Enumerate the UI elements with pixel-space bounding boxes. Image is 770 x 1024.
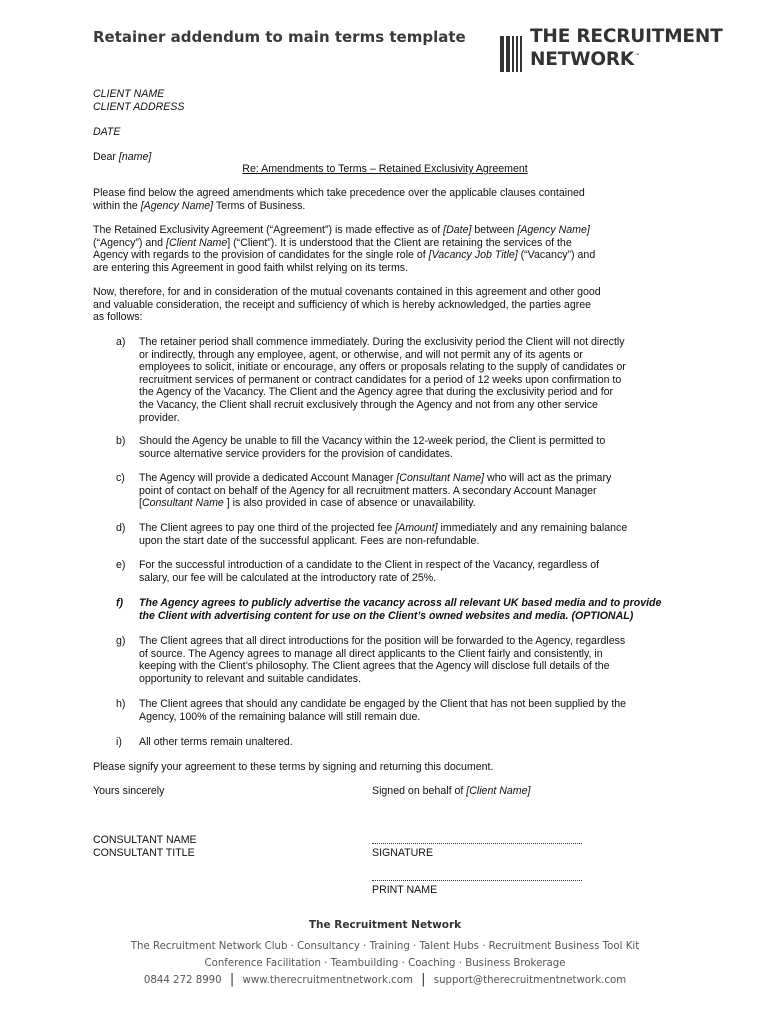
footer-contact: [0, 974, 770, 988]
footer-email-link[interactable]: support@therecruitmentnetwork.com: [433, 975, 627, 986]
company-logo: [500, 26, 740, 78]
yours-sincerely: Yours sincerely: [93, 785, 165, 797]
logo-text-line1: THE RECRUITMENT: [530, 26, 723, 47]
footer-services-line1: The Recruitment Network Club · Consultancy · Training · Talent Hubs · Recruitment Business Tool Kit: [130, 941, 640, 952]
footer-website-link[interactable]: www.therecruitmentnetwork.com: [242, 975, 413, 986]
logo-text-line2: NETWORK™: [530, 49, 640, 71]
signing-request: Please signify your agreement to these terms by signing and returning this document.: [93, 761, 494, 773]
print-name-label: PRINT NAME: [372, 884, 438, 896]
signature-label: SIGNATURE: [372, 847, 434, 859]
footer-services-line2: Conference Facilitation · Teambuilding · Coaching · Business Brokerage: [204, 958, 566, 969]
document-title: Retainer addendum to main terms template: [93, 28, 466, 46]
logo-bars-icon: [500, 36, 526, 72]
footer-separator: |: [229, 972, 235, 987]
subject-line: Re: Amendments to Terms – Retained Exclusivity Agreement: [242, 163, 528, 175]
client-address-placeholder: CLIENT ADDRESS: [93, 101, 185, 113]
print-name-line[interactable]: [372, 880, 582, 881]
consultant-title: CONSULTANT TITLE: [93, 847, 195, 859]
signed-on-behalf: Signed on behalf of [Client Name]: [372, 785, 531, 797]
signature-line[interactable]: [372, 843, 582, 844]
consultant-name: CONSULTANT NAME: [93, 834, 197, 846]
intro-paragraph-2: The Retained Exclusivity Agreement (“Agreement”) is made effective as of [Date] between [Agency Name] (“Agency”) and [Client Name] (“Client”). It is understood that the Client are retaining the services of the Agency with regards to the provision of candidates for the single role of [Vacancy Job Title] (“Vacancy”) and are entering this Agreement in good faith whilst relying on its terms.: [93, 224, 596, 274]
salutation: Dear [name]: [93, 151, 152, 163]
intro-paragraph-1: Please find below the agreed amendments which take precedence over the applicable clauses contained within the [Agency Name] Terms of Business.: [93, 187, 585, 212]
intro-paragraph-3: Now, therefore, for and in consideration of the mutual covenants contained in this agreement and other good and valuable consideration, the receipt and sufficiency of which is hereby acknowledged, the parties agree as follows:: [93, 286, 601, 324]
footer-phone: 0844 272 8990: [143, 975, 222, 986]
footer-separator: |: [421, 972, 426, 987]
client-name-placeholder: CLIENT NAME: [93, 88, 165, 100]
date-placeholder: DATE: [93, 126, 121, 138]
footer-company: The Recruitment Network: [308, 919, 462, 931]
